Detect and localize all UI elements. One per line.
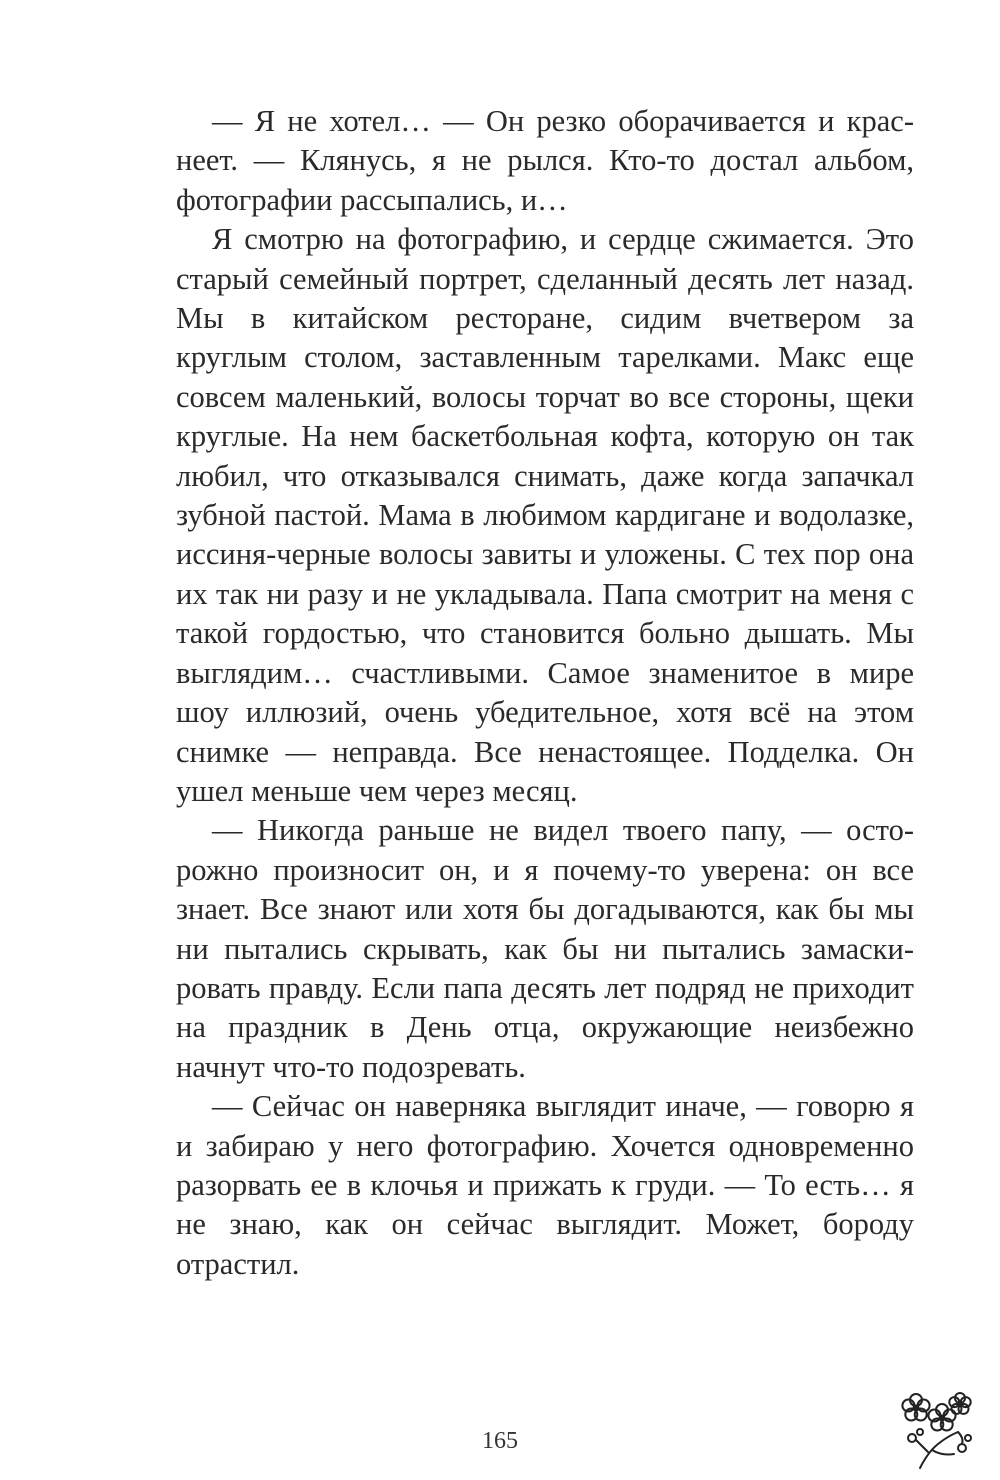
paragraph: — Я не хотел… — Он резко оборачивается и краснеет. — Клянусь, я не рылся. Кто-то достал альбом, фотографии рассыпались, и… <box>176 104 914 217</box>
paragraph: — Сейчас он наверняка выглядит иначе, — говорю я и забираю у него фотографию. Хочется одновременно разорвать ее в клочья и прижать к груди. — То есть… я не знаю, как он сейчас выглядит. Может, бороду отрастил. <box>176 1089 914 1281</box>
page-body <box>176 102 914 1284</box>
page-number: 165 <box>482 1428 518 1454</box>
paragraph: — Никогда раньше не видел твоего папу, — осторожно произносит он, и я почему-то уверена: он все знает. Все знают или хотя бы догадываются, как бы мы ни пытались скрывать, как бы ни пытались замаскировать правду. Если папа десять лет подряд не приходит на праздник в День отца, окружающие неизбежно начнут что-то подозревать. <box>176 813 914 1084</box>
flower-icon <box>898 1390 976 1472</box>
paragraph: Я смотрю на фотографию, и сердце сжимается. Это старый семейный портрет, сделанный десять лет назад. Мы в китайском ресторане, сидим вчетвером за круглым столом, заставленным тарелками. Макс еще совсем маленький, волосы торчат во все стороны, щеки круглые. На нем баскетбольная кофта, которую он так любил, что отказывался снимать, даже когда запачкал зубной пастой. Мама в любимом кардигане и водолазке, иссиня-черные волосы завиты и уложены. С тех пор она их так ни разу и не укладывала. Папа смотрит на меня с такой гордостью, что становится больно дышать. Мы выглядим… счастливыми. Самое знаменитое в мире шоу иллюзий, очень убедительное, хотя всё на этом снимке — неправда. Все ненастоящее. Подделка. Он ушел меньше чем через месяц. <box>176 222 914 808</box>
